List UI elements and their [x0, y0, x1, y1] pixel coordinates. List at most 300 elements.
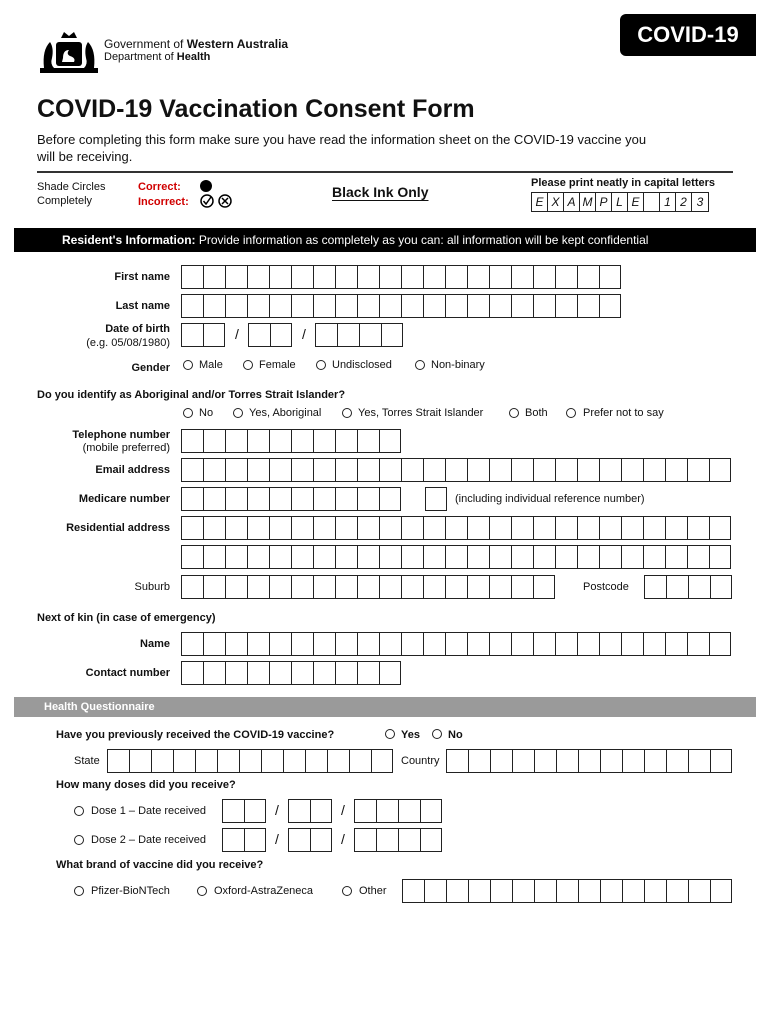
character-box[interactable]: [446, 546, 468, 568]
character-box[interactable]: [666, 546, 688, 568]
character-box[interactable]: [204, 633, 226, 655]
aboriginal-yes-aboriginal-radio[interactable]: [233, 408, 243, 418]
character-box[interactable]: [248, 576, 270, 598]
character-box[interactable]: [314, 546, 336, 568]
character-box[interactable]: [240, 750, 262, 772]
character-box[interactable]: [248, 517, 270, 539]
character-box[interactable]: [380, 488, 402, 510]
character-box[interactable]: [490, 266, 512, 288]
character-box[interactable]: [644, 459, 666, 481]
character-box[interactable]: [355, 800, 377, 822]
character-box[interactable]: [248, 488, 270, 510]
character-box[interactable]: [490, 633, 512, 655]
character-box[interactable]: [402, 295, 424, 317]
character-box[interactable]: [512, 633, 534, 655]
aboriginal-both-radio[interactable]: [509, 408, 519, 418]
character-box[interactable]: [355, 829, 377, 851]
character-box[interactable]: [270, 633, 292, 655]
character-box[interactable]: [491, 750, 513, 772]
character-box[interactable]: [468, 266, 490, 288]
character-box[interactable]: [425, 880, 447, 902]
character-box[interactable]: [248, 546, 270, 568]
brand-other-radio[interactable]: [342, 886, 352, 896]
character-box[interactable]: [666, 633, 688, 655]
character-box[interactable]: [534, 295, 556, 317]
character-box[interactable]: [490, 546, 512, 568]
character-box[interactable]: [688, 633, 710, 655]
character-box[interactable]: [204, 459, 226, 481]
character-box[interactable]: [182, 576, 204, 598]
character-box[interactable]: [447, 880, 469, 902]
character-box[interactable]: [688, 517, 710, 539]
aboriginal-yes-tsi-radio[interactable]: [342, 408, 352, 418]
character-box[interactable]: [350, 750, 372, 772]
character-box[interactable]: [314, 662, 336, 684]
character-box[interactable]: [512, 576, 534, 598]
character-box[interactable]: [421, 800, 443, 822]
postcode-boxes[interactable]: [644, 575, 732, 599]
character-box[interactable]: [336, 459, 358, 481]
aboriginal-no-radio[interactable]: [183, 408, 193, 418]
character-box[interactable]: [468, 459, 490, 481]
character-box[interactable]: [491, 880, 513, 902]
gender-undisclosed-radio[interactable]: [316, 360, 326, 370]
character-box[interactable]: [534, 546, 556, 568]
character-box[interactable]: [226, 430, 248, 452]
character-box[interactable]: [358, 546, 380, 568]
character-box[interactable]: [535, 750, 557, 772]
telephone-boxes[interactable]: [181, 429, 401, 453]
character-box[interactable]: [270, 459, 292, 481]
character-box[interactable]: [292, 546, 314, 568]
character-box[interactable]: [271, 324, 293, 346]
aboriginal-prefer-not-radio[interactable]: [566, 408, 576, 418]
character-box[interactable]: [667, 576, 689, 598]
character-box[interactable]: [579, 750, 601, 772]
country-boxes[interactable]: [446, 749, 732, 773]
character-box[interactable]: [204, 662, 226, 684]
character-box[interactable]: [336, 662, 358, 684]
character-box[interactable]: [182, 430, 204, 452]
character-box[interactable]: [490, 459, 512, 481]
character-box[interactable]: [292, 430, 314, 452]
character-box[interactable]: [469, 880, 491, 902]
character-box[interactable]: [556, 633, 578, 655]
character-box[interactable]: [174, 750, 196, 772]
character-box[interactable]: [578, 517, 600, 539]
character-box[interactable]: [468, 295, 490, 317]
character-box[interactable]: [446, 459, 468, 481]
character-box[interactable]: [338, 324, 360, 346]
character-box[interactable]: [578, 633, 600, 655]
state-boxes[interactable]: [107, 749, 393, 773]
character-box[interactable]: [578, 266, 600, 288]
character-box[interactable]: [226, 488, 248, 510]
character-box[interactable]: [600, 266, 622, 288]
character-box[interactable]: [249, 324, 271, 346]
character-box[interactable]: [512, 517, 534, 539]
character-box[interactable]: [468, 633, 490, 655]
character-box[interactable]: [402, 517, 424, 539]
character-box[interactable]: [358, 459, 380, 481]
character-box[interactable]: [535, 880, 557, 902]
previous-no-radio[interactable]: [432, 729, 442, 739]
character-box[interactable]: [711, 576, 733, 598]
gender-label: Gender: [131, 362, 170, 374]
character-box[interactable]: [248, 633, 270, 655]
character-box[interactable]: [292, 459, 314, 481]
character-box[interactable]: [245, 829, 267, 851]
character-box[interactable]: [534, 266, 556, 288]
character-box[interactable]: [248, 430, 270, 452]
character-box[interactable]: [512, 546, 534, 568]
character-box[interactable]: [446, 295, 468, 317]
character-box[interactable]: [424, 633, 446, 655]
character-box[interactable]: [248, 662, 270, 684]
character-box[interactable]: [689, 880, 711, 902]
character-box[interactable]: [270, 517, 292, 539]
character-box[interactable]: [556, 546, 578, 568]
first-name-boxes[interactable]: [181, 265, 621, 289]
character-box[interactable]: [513, 750, 535, 772]
character-box[interactable]: [245, 800, 267, 822]
character-box[interactable]: [270, 488, 292, 510]
character-box[interactable]: [600, 295, 622, 317]
character-box[interactable]: [601, 750, 623, 772]
character-box[interactable]: [182, 517, 204, 539]
character-box[interactable]: [600, 517, 622, 539]
character-box[interactable]: [226, 576, 248, 598]
character-box[interactable]: [328, 750, 350, 772]
character-box[interactable]: [292, 662, 314, 684]
character-box[interactable]: [490, 576, 512, 598]
character-box[interactable]: [688, 459, 710, 481]
dose2-radio[interactable]: [74, 835, 84, 845]
character-box[interactable]: [314, 488, 336, 510]
character-box[interactable]: [644, 546, 666, 568]
dose2-month-boxes[interactable]: [288, 828, 332, 852]
character-box[interactable]: [336, 546, 358, 568]
character-box[interactable]: [182, 488, 204, 510]
character-box[interactable]: [311, 800, 333, 822]
suburb-boxes[interactable]: [181, 575, 555, 599]
character-box[interactable]: [512, 459, 534, 481]
dob-day-boxes[interactable]: [181, 323, 225, 347]
character-box[interactable]: [204, 488, 226, 510]
character-box[interactable]: [270, 295, 292, 317]
character-box[interactable]: [204, 517, 226, 539]
character-box[interactable]: [182, 266, 204, 288]
character-box[interactable]: [600, 546, 622, 568]
character-box[interactable]: [622, 633, 644, 655]
character-box[interactable]: [578, 546, 600, 568]
character-box[interactable]: [424, 295, 446, 317]
character-box[interactable]: [402, 459, 424, 481]
character-box[interactable]: [421, 829, 443, 851]
character-box[interactable]: [446, 633, 468, 655]
dose1-radio[interactable]: [74, 806, 84, 816]
character-box[interactable]: [130, 750, 152, 772]
character-box[interactable]: [424, 459, 446, 481]
character-box[interactable]: [358, 633, 380, 655]
character-box[interactable]: [557, 880, 579, 902]
character-box[interactable]: [468, 517, 490, 539]
character-box[interactable]: [579, 880, 601, 902]
character-box[interactable]: [556, 266, 578, 288]
character-box[interactable]: [223, 800, 245, 822]
gender-male-radio[interactable]: [183, 360, 193, 370]
character-box[interactable]: [623, 750, 645, 772]
character-box[interactable]: [204, 546, 226, 568]
character-box[interactable]: [204, 430, 226, 452]
character-box[interactable]: [623, 880, 645, 902]
character-box[interactable]: [534, 576, 556, 598]
character-box[interactable]: [314, 295, 336, 317]
character-box[interactable]: [601, 880, 623, 902]
character-box[interactable]: [284, 750, 306, 772]
character-box[interactable]: [402, 266, 424, 288]
character-box[interactable]: [380, 430, 402, 452]
character-box[interactable]: [377, 800, 399, 822]
character-box[interactable]: [226, 295, 248, 317]
character-box[interactable]: [380, 459, 402, 481]
character-box[interactable]: [182, 459, 204, 481]
character-box[interactable]: [336, 517, 358, 539]
character-box[interactable]: [270, 546, 292, 568]
character-box[interactable]: [204, 266, 226, 288]
character-box[interactable]: [182, 324, 204, 346]
character-box[interactable]: [270, 266, 292, 288]
character-box[interactable]: [490, 295, 512, 317]
character-box[interactable]: [446, 517, 468, 539]
character-box[interactable]: [399, 800, 421, 822]
character-box[interactable]: [336, 430, 358, 452]
character-box[interactable]: [223, 829, 245, 851]
dob-month-boxes[interactable]: [248, 323, 292, 347]
character-box[interactable]: [689, 750, 711, 772]
character-box[interactable]: [424, 266, 446, 288]
character-box[interactable]: [556, 517, 578, 539]
character-box[interactable]: [314, 633, 336, 655]
character-box[interactable]: [710, 633, 732, 655]
character-box[interactable]: [402, 576, 424, 598]
character-box[interactable]: [380, 576, 402, 598]
character-box[interactable]: [424, 576, 446, 598]
character-box[interactable]: [182, 662, 204, 684]
dob-label: Date of birth: [105, 323, 170, 335]
character-box[interactable]: [666, 459, 688, 481]
character-box[interactable]: [292, 633, 314, 655]
character-box[interactable]: [314, 517, 336, 539]
character-box[interactable]: [204, 576, 226, 598]
brand-astrazeneca-radio[interactable]: [197, 886, 207, 896]
character-box[interactable]: [402, 546, 424, 568]
character-box[interactable]: [336, 576, 358, 598]
character-box[interactable]: [204, 324, 226, 346]
character-box[interactable]: [426, 488, 448, 510]
character-box[interactable]: [468, 546, 490, 568]
character-box[interactable]: [534, 517, 556, 539]
brand-pfizer-radio[interactable]: [74, 886, 84, 896]
character-box[interactable]: [358, 662, 380, 684]
character-box[interactable]: [262, 750, 284, 772]
character-box[interactable]: [336, 633, 358, 655]
character-box[interactable]: [380, 633, 402, 655]
character-box[interactable]: [557, 750, 579, 772]
character-box[interactable]: [446, 266, 468, 288]
nok-contact-boxes[interactable]: [181, 661, 401, 685]
character-box[interactable]: [380, 295, 402, 317]
dose1-month-boxes[interactable]: [288, 799, 332, 823]
character-box[interactable]: [314, 576, 336, 598]
character-box[interactable]: [645, 750, 667, 772]
character-box[interactable]: [336, 266, 358, 288]
character-box[interactable]: [248, 295, 270, 317]
character-box[interactable]: [710, 517, 732, 539]
character-box[interactable]: [377, 829, 399, 851]
medicare-label: Medicare number: [78, 493, 170, 505]
character-box[interactable]: [380, 662, 402, 684]
character-box[interactable]: [666, 517, 688, 539]
character-box[interactable]: [358, 576, 380, 598]
character-box[interactable]: [336, 488, 358, 510]
character-box[interactable]: [512, 266, 534, 288]
character-box[interactable]: [248, 459, 270, 481]
character-box[interactable]: [424, 517, 446, 539]
character-box[interactable]: [314, 266, 336, 288]
character-box[interactable]: [226, 662, 248, 684]
address-line1-boxes[interactable]: [181, 516, 731, 540]
character-box[interactable]: [270, 662, 292, 684]
character-box[interactable]: [667, 880, 689, 902]
dose2-day-boxes[interactable]: [222, 828, 266, 852]
character-box[interactable]: [358, 488, 380, 510]
character-box[interactable]: [226, 517, 248, 539]
character-box[interactable]: [316, 324, 338, 346]
character-box[interactable]: [306, 750, 328, 772]
character-box[interactable]: [380, 266, 402, 288]
character-box[interactable]: [270, 430, 292, 452]
character-box[interactable]: [622, 517, 644, 539]
character-box[interactable]: [289, 829, 311, 851]
character-box[interactable]: [644, 633, 666, 655]
character-box[interactable]: [336, 295, 358, 317]
medicare-irn-box[interactable]: [425, 487, 447, 511]
character-box[interactable]: [402, 633, 424, 655]
address-line2-boxes[interactable]: [181, 545, 731, 569]
character-box[interactable]: [218, 750, 240, 772]
character-box[interactable]: [710, 546, 732, 568]
character-box[interactable]: [446, 576, 468, 598]
character-box[interactable]: [600, 459, 622, 481]
character-box[interactable]: [358, 430, 380, 452]
character-box[interactable]: [600, 633, 622, 655]
character-box[interactable]: [424, 546, 446, 568]
character-box[interactable]: [622, 546, 644, 568]
dose1-year-boxes[interactable]: [354, 799, 442, 823]
character-box[interactable]: [403, 880, 425, 902]
last-name-boxes[interactable]: [181, 294, 621, 318]
character-box[interactable]: [292, 266, 314, 288]
character-box[interactable]: [204, 295, 226, 317]
character-box[interactable]: [380, 517, 402, 539]
character-box[interactable]: [358, 266, 380, 288]
gender-female-radio[interactable]: [243, 360, 253, 370]
character-box[interactable]: [292, 517, 314, 539]
character-box[interactable]: [556, 295, 578, 317]
character-box[interactable]: [469, 750, 491, 772]
character-box[interactable]: [196, 750, 218, 772]
character-box[interactable]: [226, 546, 248, 568]
email-boxes[interactable]: [181, 458, 731, 482]
character-box[interactable]: [711, 750, 733, 772]
character-box[interactable]: [380, 546, 402, 568]
character-box[interactable]: [292, 295, 314, 317]
character-box[interactable]: [556, 459, 578, 481]
character-box[interactable]: [711, 880, 733, 902]
character-box[interactable]: [534, 459, 556, 481]
character-box[interactable]: [270, 576, 292, 598]
character-box[interactable]: [534, 633, 556, 655]
character-box[interactable]: [360, 324, 382, 346]
character-box[interactable]: [372, 750, 394, 772]
character-box[interactable]: [667, 750, 689, 772]
character-box[interactable]: [358, 517, 380, 539]
character-box[interactable]: [578, 459, 600, 481]
character-box[interactable]: [512, 295, 534, 317]
character-box[interactable]: [689, 576, 711, 598]
character-box[interactable]: [382, 324, 404, 346]
character-box[interactable]: [182, 546, 204, 568]
character-box[interactable]: [645, 576, 667, 598]
dose1-day-boxes[interactable]: [222, 799, 266, 823]
character-box[interactable]: [314, 459, 336, 481]
character-box[interactable]: [152, 750, 174, 772]
character-box[interactable]: [622, 459, 644, 481]
character-box[interactable]: [447, 750, 469, 772]
character-box[interactable]: [314, 430, 336, 452]
medicare-number-boxes[interactable]: [181, 487, 401, 511]
previous-yes-radio[interactable]: [385, 729, 395, 739]
character-box[interactable]: [644, 517, 666, 539]
character-box[interactable]: [226, 459, 248, 481]
brand-other-boxes[interactable]: [402, 879, 732, 903]
character-box[interactable]: [578, 295, 600, 317]
character-box[interactable]: [311, 829, 333, 851]
character-box[interactable]: [248, 266, 270, 288]
character-box[interactable]: [399, 829, 421, 851]
character-box[interactable]: [226, 633, 248, 655]
character-box[interactable]: [226, 266, 248, 288]
character-box[interactable]: [490, 517, 512, 539]
dose2-year-boxes[interactable]: [354, 828, 442, 852]
character-box[interactable]: [645, 880, 667, 902]
character-box[interactable]: [710, 459, 732, 481]
character-box[interactable]: [358, 295, 380, 317]
character-box[interactable]: [292, 488, 314, 510]
character-box[interactable]: [289, 800, 311, 822]
nok-name-boxes[interactable]: [181, 632, 731, 656]
character-box[interactable]: [182, 633, 204, 655]
character-box[interactable]: [292, 576, 314, 598]
character-box[interactable]: [688, 546, 710, 568]
character-box[interactable]: [108, 750, 130, 772]
dob-year-boxes[interactable]: [315, 323, 403, 347]
character-box[interactable]: [182, 295, 204, 317]
gender-nonbinary-radio[interactable]: [415, 360, 425, 370]
character-box[interactable]: [468, 576, 490, 598]
character-box[interactable]: [513, 880, 535, 902]
